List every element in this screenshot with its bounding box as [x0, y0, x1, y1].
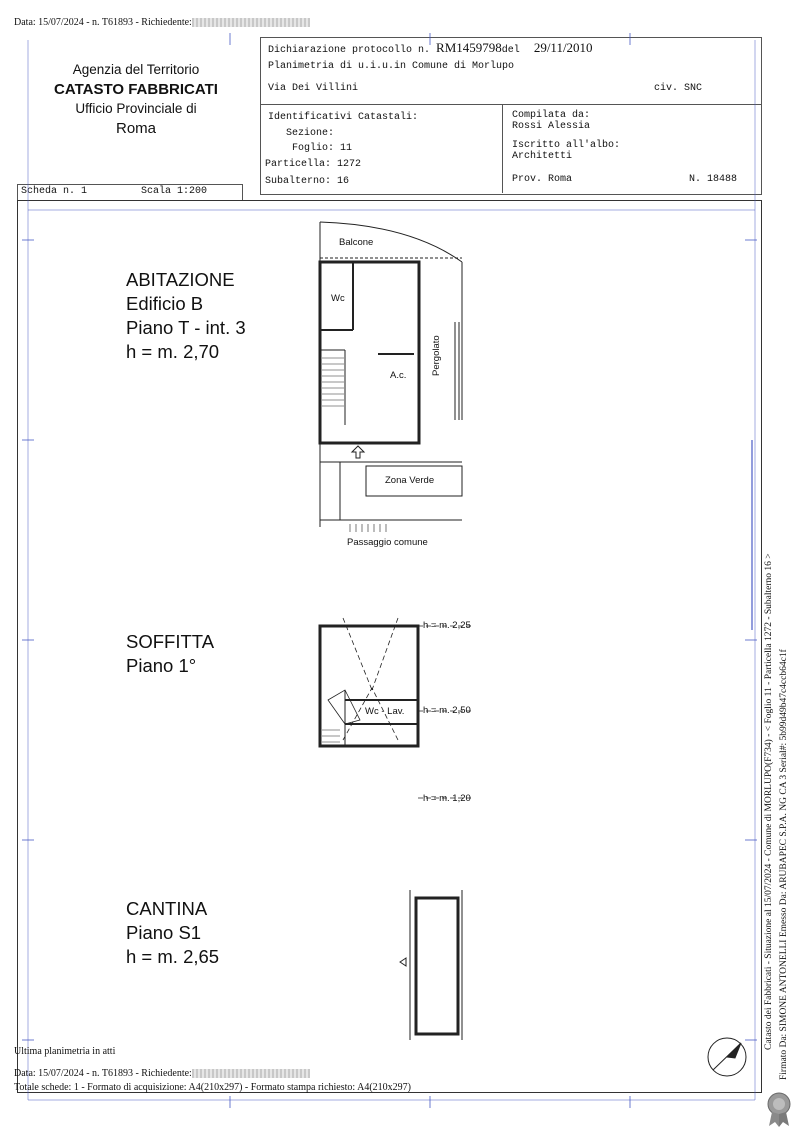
redacted-requester-bottom — [192, 1069, 310, 1078]
bottom-data-line: Data: 15/07/2024 - n. T61893 - Richiedente: — [14, 1068, 310, 1079]
registered-value: Architetti — [512, 151, 573, 162]
label-zona-verde: Zona Verde — [385, 475, 435, 486]
planimetry-line: Planimetria di u.i.u.in Comune di Morlupo — [268, 61, 515, 72]
label-h-250: h = m. 2,50 — [423, 705, 471, 716]
compiled-by-label: Compilata da: — [512, 110, 591, 121]
label-ac: A.c. — [390, 370, 407, 381]
label-passaggio: Passaggio comune — [347, 537, 428, 548]
address: Via Dei Villini — [268, 83, 359, 94]
declaration-date: 29/11/2010 — [533, 40, 593, 55]
label-wc: Wc — [331, 293, 345, 304]
sezione: Sezione: — [286, 128, 335, 139]
top-data-line: Data: 15/07/2024 - n. T61893 - Richiedente: — [14, 17, 310, 28]
vertical-signature-text: Firmato Da: SIMONE ANTONELLI Emesso Da: ARUBAPEC S.P.A. NG CA 3 Serial#: 5b99d49b47c4ccb64c1f — [779, 649, 789, 1080]
office-label: Ufficio Provinciale di — [75, 101, 197, 116]
province: Prov. Roma — [512, 174, 573, 185]
label-h-225: h = m. 2,25 — [423, 620, 471, 631]
label-h-120: h = m. 1,20 — [423, 793, 471, 804]
registration-number: N. 18488 — [689, 174, 738, 185]
vertical-cadastre-text: Catasto dei Fabbricati - Situazione al 15/07/2024 - Comune di MORLUPO(F734) - < Foglio 11 - Particella 1272 - Subalterno 16 > — [764, 553, 774, 1050]
label-pergolato: Pergolato — [431, 335, 442, 376]
label-balcone: Balcone — [339, 237, 374, 248]
particella: Particella: 1272 — [265, 159, 362, 170]
attic-title: SOFFITTA Piano 1° — [126, 631, 215, 676]
identifiers-title: Identificativi Catastali: — [268, 112, 419, 123]
foglio: Foglio: 11 — [292, 143, 353, 154]
ground-floor-title: ABITAZIONE Edificio B Piano T - int. 3 h = m. 2,70 — [126, 269, 246, 362]
bottom-format-line: Totale schede: 1 - Formato di acquisizione: A4(210x297) - Formato stampa richiesto: A4(210x297) — [14, 1082, 411, 1093]
office-city: Roma — [115, 120, 156, 137]
protocol-number: RM1459798 — [436, 40, 502, 55]
agency-name: Agenzia del Territorio — [72, 62, 200, 77]
subalterno: Subalterno: 16 — [265, 176, 350, 187]
last-plan-note: Ultima planimetria in atti — [14, 1046, 116, 1057]
civic-number: civ. SNC — [654, 83, 703, 94]
compiled-by-name: Rossi Alessia — [512, 121, 591, 132]
declaration-line: Dichiarazione protocollo n. RM1459798del 29/11/2010 — [268, 40, 593, 56]
catasto-title: CATASTO FABBRICATI — [54, 81, 218, 98]
sheet-number: Scheda n. 1 — [21, 186, 88, 197]
label-wc-lav: Wc - Lav. — [365, 706, 405, 717]
registered-label: Iscritto all'albo: — [512, 140, 621, 151]
seal-icon — [762, 1090, 796, 1128]
cellar-title: CANTINA Piano S1 h = m. 2,65 — [126, 898, 220, 967]
scale: Scala 1:200 — [141, 186, 208, 197]
